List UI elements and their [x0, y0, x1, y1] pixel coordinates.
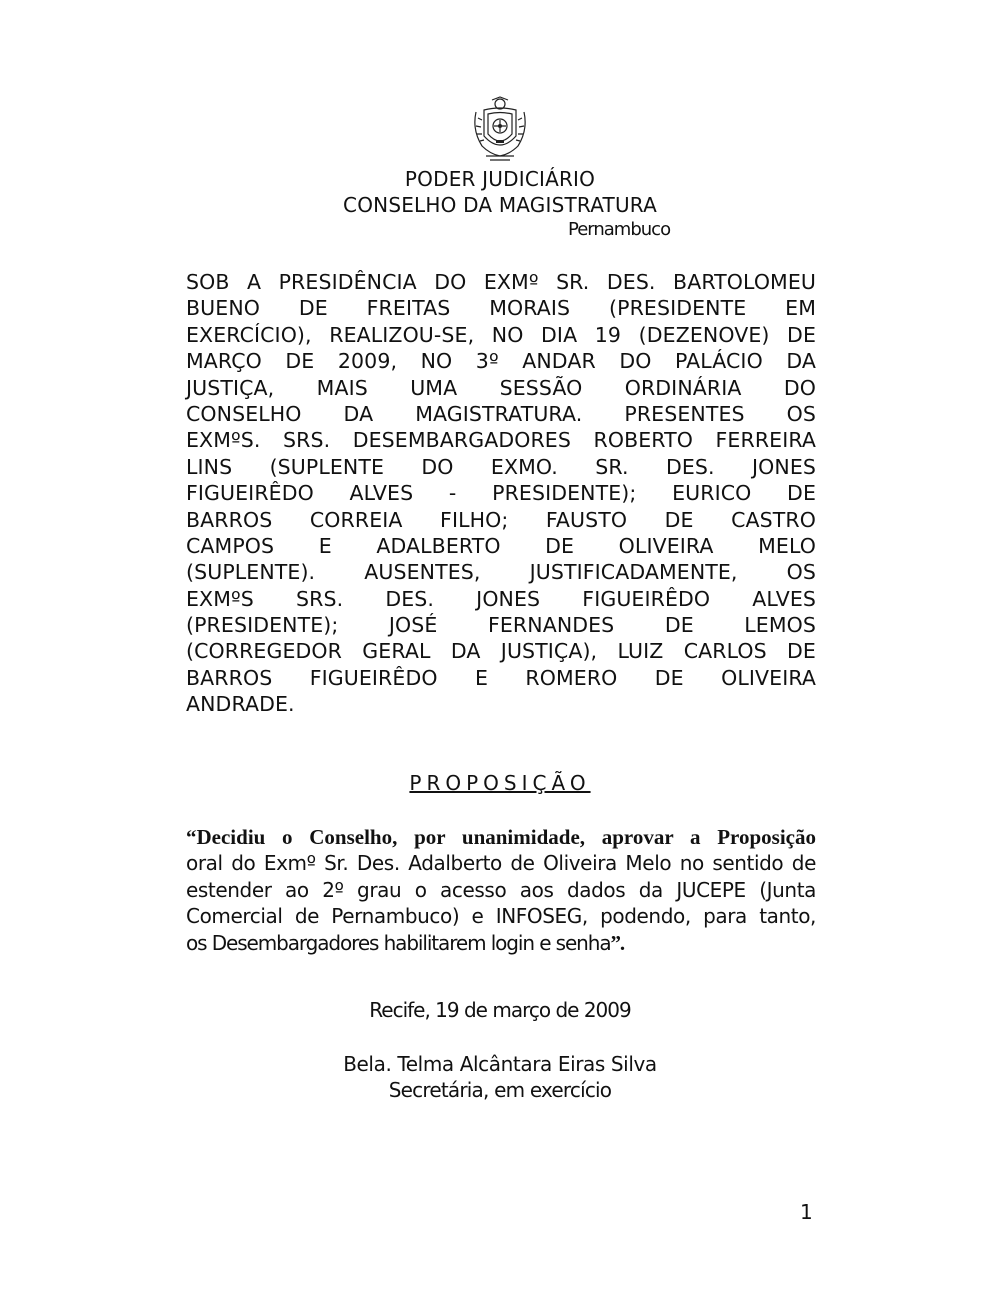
- intro-line: FIGUEIRÊDO ALVES - PRESIDENTE); EURICO DE: [186, 481, 816, 506]
- decision-paragraph: [186, 824, 816, 956]
- intro-line: BARROS FIGUEIRÊDO E ROMERO DE OLIVEIRA: [186, 665, 816, 690]
- proposition-heading: PROPOSIÇÃO: [409, 771, 591, 795]
- intro-line: JUSTIÇA, MAIS UMA SESSÃO ORDINÁRIA DO: [186, 375, 816, 400]
- signatory-name: Bela. Telma Alcântara Eiras Silva: [343, 1052, 657, 1076]
- decision-line: estender ao 2º grau o acesso aos dados da JUCEPE (Junta: [186, 877, 816, 902]
- header-state: Pernambuco: [568, 219, 671, 240]
- intro-line: BARROS CORREIA FILHO; FAUSTO DE CASTRO: [186, 507, 816, 532]
- closing-quote: ”.: [610, 930, 625, 955]
- intro-line: EXERCÍCIO), REALIZOU-SE, NO DIA 19 (DEZENOVE) DE: [186, 322, 816, 347]
- document-date: Recife, 19 de março de 2009: [369, 998, 631, 1022]
- intro-line: BUENO DE FREITAS MORAIS (PRESIDENTE EM: [186, 296, 816, 321]
- intro-line: EXMºS SRS. DES. JONES FIGUEIRÊDO ALVES: [186, 586, 816, 611]
- coat-of-arms-seal: [470, 96, 530, 162]
- header-council: CONSELHO DA MAGISTRATURA: [343, 193, 657, 217]
- signatory-role: Secretária, em exercício: [388, 1078, 612, 1102]
- decision-line: Comercial de Pernambuco) e INFOSEG, podendo, para tanto,: [186, 904, 816, 929]
- intro-line: ANDRADE.: [186, 692, 295, 717]
- intro-line: CONSELHO DA MAGISTRATURA. PRESENTES OS: [186, 401, 816, 426]
- decision-last-text: os Desembargadores habilitarem login e senha: [186, 930, 611, 955]
- intro-line: EXMºS. SRS. DESEMBARGADORES ROBERTO FERREIRA: [186, 428, 816, 453]
- intro-line: (CORREGEDOR GERAL DA JUSTIÇA), LUIZ CARLOS DE: [186, 639, 816, 664]
- page-number: 1: [800, 1200, 813, 1224]
- intro-line: MARÇO DE 2009, NO 3º ANDAR DO PALÁCIO DA: [186, 349, 816, 374]
- intro-line: CAMPOS E ADALBERTO DE OLIVEIRA MELO: [186, 533, 816, 558]
- decision-line: oral do Exmº Sr. Des. Adalberto de Oliveira Melo no sentido de: [186, 851, 816, 876]
- decision-line: “Decidiu o Conselho, por unanimidade, aprovar a Proposição: [186, 825, 816, 849]
- intro-line: SOB A PRESIDÊNCIA DO EXMº SR. DES. BARTOLOMEU: [186, 270, 816, 294]
- session-introduction: [186, 269, 816, 718]
- intro-line: LINS (SUPLENTE DO EXMO. SR. DES. JONES: [186, 454, 816, 479]
- intro-line: (SUPLENTE). AUSENTES, JUSTIFICADAMENTE, OS: [186, 560, 816, 585]
- decision-line: [186, 930, 816, 956]
- header-judiciary: PODER JUDICIÁRIO: [404, 167, 596, 191]
- intro-line: (PRESIDENTE); JOSÉ FERNANDES DE LEMOS: [186, 613, 816, 638]
